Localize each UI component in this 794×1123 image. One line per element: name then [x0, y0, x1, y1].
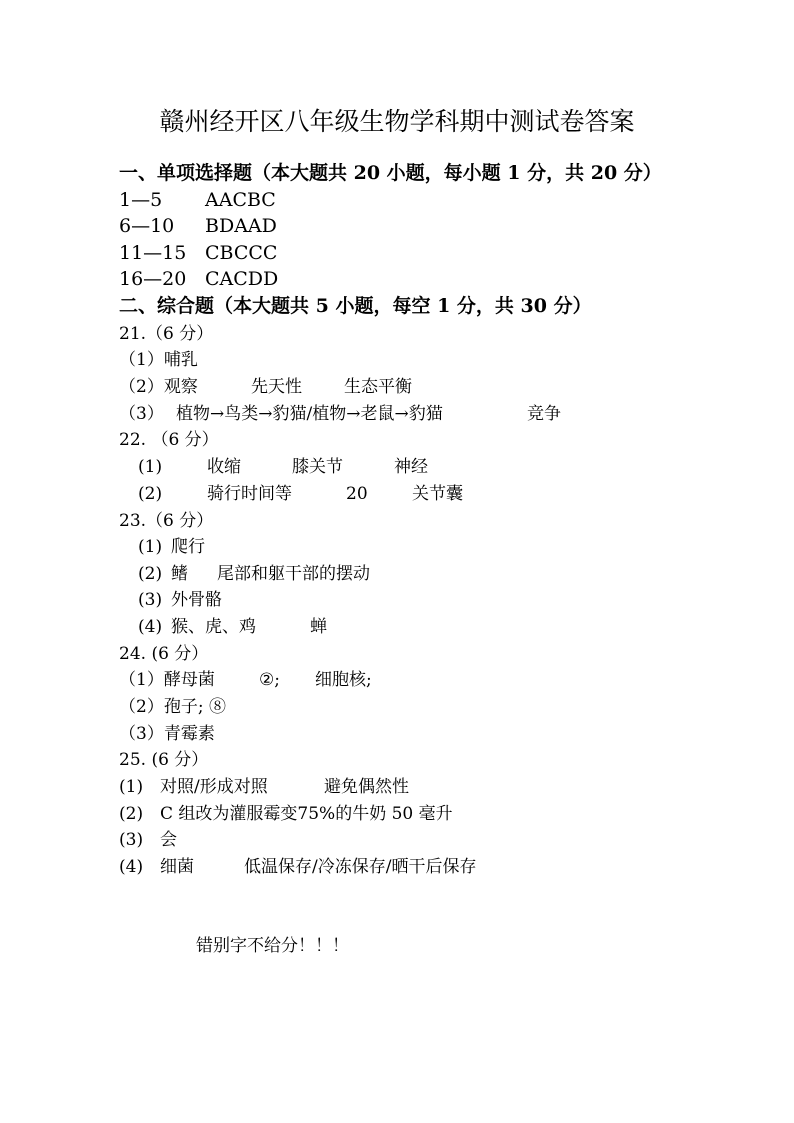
q21-answer-3 — [119, 402, 679, 426]
question-range: 16—20 — [119, 268, 187, 290]
question-range: 6—10 — [119, 215, 175, 237]
q22-answer-2 — [138, 482, 538, 506]
answer-number: (2) — [138, 484, 163, 504]
answer-letters: CBCCC — [205, 242, 278, 264]
q21-answer-1: （1）哺乳 — [119, 350, 198, 370]
answer-text: 神经 — [394, 457, 428, 477]
answer-text: 细菌 — [160, 857, 194, 877]
question-23-label: 23.（6 分） — [119, 511, 214, 531]
spelling-note: 错别字不给分！！！ — [196, 936, 349, 956]
answer-text: 对照/形成对照 — [160, 777, 268, 797]
page-title: 赣州经开区八年级生物学科期中测试卷答案 — [159, 107, 635, 136]
q23-answer-2 — [138, 562, 538, 586]
q24-answer-3: （3）青霉素 — [119, 724, 215, 744]
question-25-label: 25. (6 分） — [119, 750, 209, 770]
answer-text: 低温保存/冷冻保存/晒干后保存 — [244, 857, 477, 877]
answer-text: 细胞核; — [315, 670, 372, 690]
answer-text: 尾部和躯干部的摆动 — [217, 564, 370, 584]
question-range: 1—5 — [119, 189, 163, 211]
answer-number: (2) — [119, 804, 144, 824]
answer-row — [119, 266, 419, 292]
q22-answer-1 — [138, 455, 538, 479]
q25-answer-1 — [119, 775, 519, 799]
answer-number: （3） — [119, 404, 164, 424]
question-21-label: 21.（6 分） — [119, 324, 214, 344]
answer-text: 关节囊 — [412, 484, 463, 504]
answer-text: 会 — [160, 830, 177, 850]
question-22-label: 22. （6 分） — [119, 430, 219, 450]
answer-text: 收缩 — [207, 457, 241, 477]
answer-text: 20 — [346, 484, 368, 504]
answer-text: 生态平衡 — [344, 377, 412, 397]
answer-row — [119, 187, 419, 213]
answer-letters: AACBC — [205, 189, 276, 211]
section1-heading: 一、单项选择题（本大题共 20 小题，每小题 1 分，共 20 分） — [119, 162, 662, 184]
answer-letters: CACDD — [205, 268, 279, 290]
answer-row — [119, 213, 419, 239]
question-24-label: 24. (6 分） — [119, 644, 209, 664]
answer-text: 竞争 — [527, 404, 561, 424]
answer-text: （1）酵母菌 — [119, 670, 215, 690]
answer-text: ②; — [259, 670, 280, 690]
answer-text: 鳍 — [171, 564, 188, 584]
answer-number: (3) — [138, 590, 163, 610]
food-chain: 植物→鸟类→豹猫/植物→老鼠→豹猫 — [176, 404, 443, 424]
answer-number: (3) — [119, 830, 144, 850]
q23-answer-3 — [138, 588, 438, 612]
q24-answer-1 — [119, 668, 519, 692]
answer-text: 避免偶然性 — [324, 777, 409, 797]
answer-letters: BDAAD — [205, 215, 277, 237]
answer-text: 膝关节 — [292, 457, 343, 477]
answer-number: (1) — [138, 457, 163, 477]
answer-number: (1) — [138, 537, 163, 557]
answer-text: 外骨骼 — [171, 590, 222, 610]
answer-text: 蝉 — [310, 617, 327, 637]
answer-text: 先天性 — [251, 377, 302, 397]
answer-text: 骑行时间等 — [207, 484, 292, 504]
answer-number: (4) — [119, 857, 144, 877]
answer-number: (4) — [138, 617, 163, 637]
answer-number: (1) — [119, 777, 144, 797]
answer-text: 爬行 — [171, 537, 205, 557]
q25-answer-4 — [119, 855, 539, 879]
answer-text: 猴、虎、鸡 — [171, 617, 256, 637]
q24-answer-2: （2）孢子; ⑧ — [119, 697, 226, 717]
q25-answer-3 — [119, 828, 419, 852]
answer-text: （2）观察 — [119, 377, 198, 397]
question-range: 11—15 — [119, 242, 187, 264]
q23-answer-1 — [138, 535, 438, 559]
q23-answer-4 — [138, 615, 438, 639]
section2-heading: 二、综合题（本大题共 5 小题，每空 1 分，共 30 分） — [119, 295, 592, 317]
q25-answer-2 — [119, 802, 539, 826]
answer-text: C 组改为灌服霉变75%的牛奶 50 毫升 — [160, 804, 453, 824]
answer-row — [119, 240, 419, 266]
q21-answer-2 — [119, 375, 619, 399]
answer-number: (2) — [138, 564, 163, 584]
